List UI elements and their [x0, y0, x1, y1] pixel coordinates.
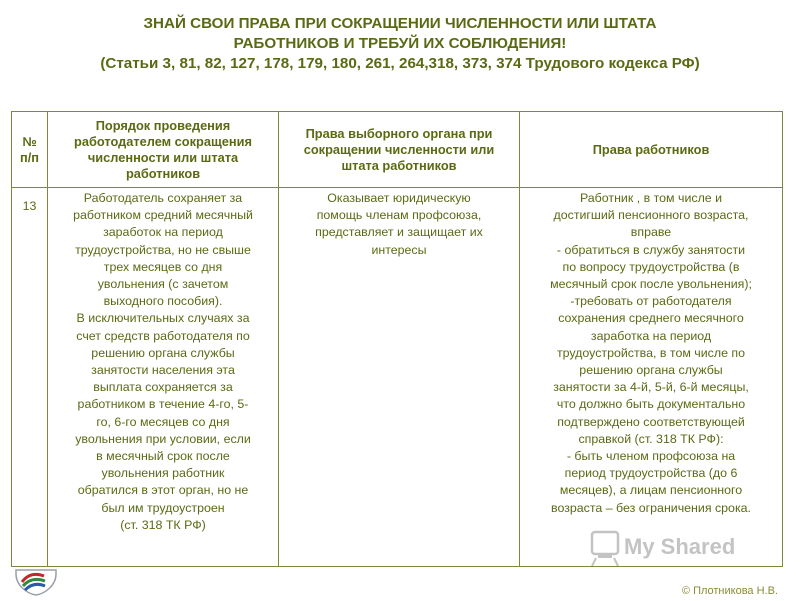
- table-row: [12, 188, 783, 567]
- worker-rights-line: месяцев), а лицам пенсионного: [559, 483, 743, 498]
- union-rights-line: интересы: [371, 242, 427, 257]
- page-title: [0, 14, 800, 74]
- worker-rights-line: что должно быть документально: [556, 397, 746, 412]
- worker-rights-line: по вопросу трудоустройства (в: [562, 259, 740, 274]
- worker-rights-line: возраста – без ограничения срока.: [551, 500, 751, 515]
- row-number: 13: [22, 199, 37, 213]
- procedure-line: В исключительных случаях за: [76, 311, 250, 326]
- procedure-line: счет средств работодателя по: [76, 328, 250, 343]
- worker-rights-line: -требовать от работодателя: [570, 294, 732, 309]
- union-rights-line: Оказывает юридическую: [327, 191, 471, 205]
- copyright-text: © Плотникова Н.В.: [681, 585, 778, 597]
- procedure-line: трудоустройства, но не свыше: [75, 242, 251, 257]
- procedure-line: Работодатель сохраняет за: [83, 191, 243, 205]
- worker-rights-line: Работник , в том числе и: [579, 191, 723, 205]
- procedure-line: увольнения при условии, если: [75, 431, 251, 446]
- header-procedure-line: численности или штата: [87, 149, 239, 165]
- title-line-1: ЗНАЙ СВОИ ПРАВА ПРИ СОКРАЩЕНИИ ЧИСЛЕННОСТИ ИЛИ ШТАТА: [143, 15, 657, 32]
- worker-rights-line: - обратиться в службу занятости: [556, 242, 746, 257]
- header-union-line: Права выборного органа при: [305, 125, 493, 141]
- worker-rights-line: заработка на период: [590, 328, 712, 343]
- procedure-line: увольнения (с зачетом: [97, 277, 229, 292]
- procedure-line: обратился в этот орган, но не: [77, 483, 249, 498]
- worker-rights-line: - быть членом профсоюза на: [566, 449, 736, 464]
- worker-rights-line: месячный срок после увольнения);: [550, 277, 752, 292]
- worker-rights-line: решению органа службы: [579, 363, 723, 378]
- header-number-line: №: [22, 133, 37, 149]
- worker-rights-line: вправе: [630, 225, 672, 240]
- header-number-line: п/п: [19, 149, 39, 165]
- title-line-3: (Статьи 3, 81, 82, 127, 178, 179, 180, 261, 264,318, 373, 374 Трудового кодекса РФ): [100, 55, 700, 72]
- cell-procedure: [48, 188, 279, 567]
- procedure-line: трех месяцев со дня: [103, 259, 223, 274]
- header-worker-line: Права работников: [592, 141, 710, 157]
- table-header-row: [12, 112, 783, 188]
- procedure-line: занятости населения эта: [91, 363, 235, 378]
- header-procedure: [48, 112, 279, 188]
- union-rights-line: представляет и защищает их: [315, 225, 483, 240]
- union-logo-icon: [14, 568, 58, 596]
- procedure-line: решению органа службы: [91, 345, 235, 360]
- cell-number: [12, 188, 48, 567]
- cell-worker-rights: [520, 188, 783, 567]
- cell-union-rights: [279, 188, 520, 567]
- header-worker-rights: [520, 112, 783, 188]
- worker-rights-line: занятости за 4-й, 5-й, 6-й месяцы,: [553, 380, 749, 395]
- procedure-line: (ст. 318 ТК РФ): [120, 517, 206, 532]
- union-rights-line: помощь членам профсоюза,: [316, 208, 482, 223]
- procedure-line: выплата сохраняется за: [93, 380, 233, 395]
- header-union-rights: [279, 112, 520, 188]
- worker-rights-line: подтверждено соответствующей: [557, 414, 745, 429]
- worker-rights-line: сохранения среднего месячного: [558, 311, 744, 326]
- header-number: [12, 112, 48, 188]
- procedure-line: был им трудоустроен: [101, 500, 225, 515]
- worker-rights-line: трудоустройства, в том числе по: [556, 345, 746, 360]
- header-union-line: сокращении численности или: [303, 141, 495, 157]
- watermark-text: My Shared: [624, 534, 736, 559]
- worker-rights-line: справкой (ст. 318 ТК РФ):: [578, 431, 724, 446]
- header-procedure-line: работодателем сокращения: [74, 133, 252, 149]
- procedure-line: выходного пособия).: [103, 294, 223, 309]
- procedure-line: работником средний месячный: [73, 208, 253, 223]
- procedure-line: работником в течение 4-го, 5-: [77, 397, 249, 412]
- header-procedure-line: работников: [125, 165, 201, 181]
- title-line-2: РАБОТНИКОВ И ТРЕБУЙ ИХ СОБЛЮДЕНИЯ!: [233, 35, 567, 52]
- header-procedure-line: Порядок проведения: [95, 117, 231, 133]
- myshared-watermark-icon: [590, 526, 760, 568]
- header-union-line: штата работников: [341, 157, 457, 173]
- worker-rights-line: достигший пенсионного возраста,: [553, 208, 749, 223]
- procedure-line: го, 6-го месяцев со дня: [96, 414, 230, 429]
- procedure-line: заработок на период: [103, 225, 223, 240]
- procedure-line: в месячный срок после: [96, 449, 230, 464]
- rights-table: [11, 111, 783, 567]
- procedure-line: увольнения работник: [101, 466, 225, 481]
- worker-rights-line: период трудоустройства (до 6: [564, 466, 738, 481]
